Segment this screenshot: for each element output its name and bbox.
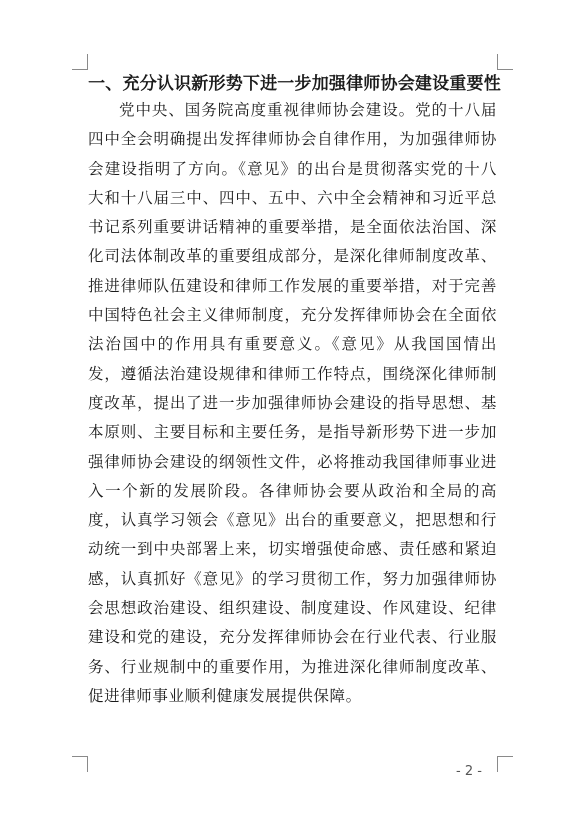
crop-mark-top-right xyxy=(497,54,513,70)
page-number: - 2 - xyxy=(456,764,482,779)
crop-mark-bottom-right xyxy=(497,756,513,772)
crop-mark-top-left xyxy=(72,54,88,70)
section-heading: 一、充分认识新形势下进一步加强律师协会建设重要性 xyxy=(88,74,501,94)
crop-mark-bottom-left xyxy=(72,756,88,772)
body-paragraph: 党中央、国务院高度重视律师协会建设。党的十八届四中全会明确提出发挥律师协会自律作用，为加强律师协会建设指明了方向。《意见》的出台是贯彻落实党的十八大和十八届三中、四中、五中、六中全会精神和习近平总书记系列重要讲话精神的重要举措，是全面依法治国、深化司法体制改革的重要组成部分，是深化律师制度改革、推进律师队伍建设和律师工作发展的重要举措，对于完善中国特色社会主义律师制度，充分发挥律师协会在全面依法治国中的作用具有重要意义。《意见》从我国国情出发，遵循法治建设规律和律师工作特点，围绕深化律师制度改革，提出了进一步加强律师协会建设的指导思想、基本原则、主要目标和主要任务，是指导新形势下进一步加强律师协会建设的纲领性文件，必将推动我国律师事业进入一个新的发展阶段。各律师协会要从政治和全局的高度，认真学习领会《意见》出台的重要意义，把思想和行动统一到中央部署上来，切实增强使命感、责任感和紧迫感，认真抓好《意见》的学习贯彻工作，努力加强律师协会思想政治建设、组织建设、制度建设、作风建设、纪律建设和党的建设，充分发挥律师协会在行业代表、行业服务、行业规制中的重要作用，为推进深化律师制度改革、促进律师事业顺利健康发展提供保障。 xyxy=(88,101,497,705)
